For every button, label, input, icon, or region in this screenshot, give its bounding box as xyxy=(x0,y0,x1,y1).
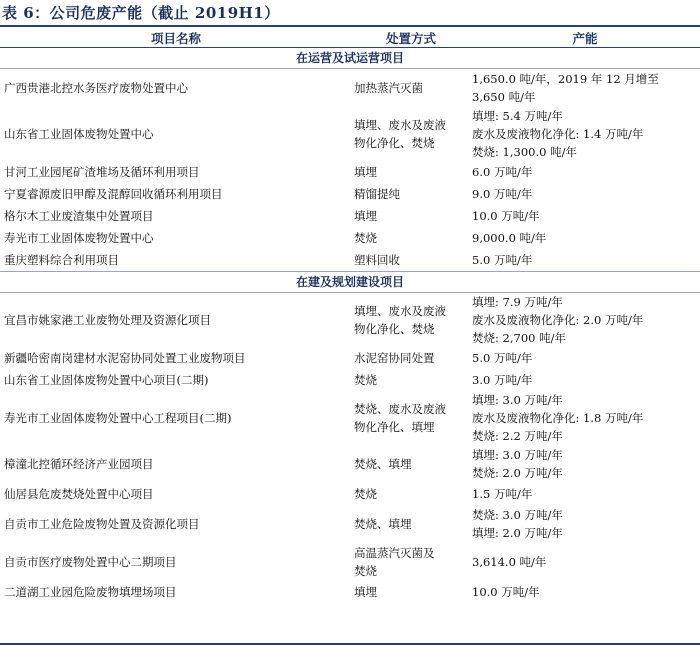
project-name-cell: 重庆塑料综合利用项目 xyxy=(4,253,119,267)
table-row xyxy=(0,505,700,543)
table-row xyxy=(0,161,700,183)
table-row xyxy=(0,205,700,227)
table-row xyxy=(0,183,700,205)
disposal-method-line: 高温蒸汽灭菌及 xyxy=(354,546,435,560)
project-name-cell: 宜昌市姚家港工业废物处理及资源化项目 xyxy=(4,313,211,327)
capacity-line: 3.0 万吨/年 xyxy=(472,373,533,387)
disposal-method-line: 物化净化、焚烧 xyxy=(354,322,435,336)
table-row xyxy=(0,69,700,108)
column-header-capacity: 产能 xyxy=(572,31,598,46)
capacity-line: 3,614.0 吨/年 xyxy=(472,555,547,569)
project-name-cell: 广西贵港北控水务医疗废物处置中心 xyxy=(4,81,188,95)
table-header-row xyxy=(0,29,700,48)
disposal-method-line: 水泥窑协同处置 xyxy=(354,351,435,365)
disposal-method-cell xyxy=(352,369,470,391)
column-header-name: 项目名称 xyxy=(150,31,201,46)
capacity-cell xyxy=(470,369,700,391)
disposal-method-cell xyxy=(352,445,470,483)
disposal-method-cell xyxy=(352,391,470,445)
project-name-cell: 山东省工业固体废物处置中心 xyxy=(4,127,154,141)
disposal-method-line: 填埋、废水及废液 xyxy=(354,304,446,318)
table-row xyxy=(0,445,700,483)
disposal-method-line: 填埋 xyxy=(354,165,377,179)
disposal-method-line: 焚烧 xyxy=(354,231,377,245)
section-header-row xyxy=(0,48,700,69)
disposal-method-cell xyxy=(352,69,470,108)
table-row xyxy=(0,483,700,505)
table-row xyxy=(0,369,700,391)
capacity-line: 1,650.0 吨/年，2019 年 12 月增至 xyxy=(472,72,659,86)
capacity-line: 9,000.0 吨/年 xyxy=(472,231,547,245)
disposal-method-line: 焚烧、废水及废液 xyxy=(354,402,446,416)
table-row xyxy=(0,391,700,445)
capacity-cell xyxy=(470,347,700,369)
disposal-method-cell xyxy=(352,543,470,581)
disposal-method-cell xyxy=(352,505,470,543)
capacity-cell xyxy=(470,581,700,603)
capacity-cell xyxy=(470,505,700,543)
capacity-cell xyxy=(470,183,700,205)
project-name-cell: 甘河工业园尾矿渣堆场及循环利用项目 xyxy=(4,165,200,179)
table-row xyxy=(0,543,700,581)
table-row xyxy=(0,293,700,348)
disposal-method-line: 精馏提纯 xyxy=(354,187,400,201)
section-label: 在运营及试运营项目 xyxy=(0,48,700,69)
table-row xyxy=(0,107,700,161)
capacity-cell xyxy=(470,293,700,348)
capacity-cell xyxy=(470,445,700,483)
capacity-line: 填埋: 2.0 万吨/年 xyxy=(472,526,563,540)
disposal-method-line: 焚烧 xyxy=(354,487,377,501)
header-bottom-rule xyxy=(0,47,700,48)
capacity-line: 填埋: 3.0 万吨/年 xyxy=(472,448,563,462)
table-bottom-rule xyxy=(0,643,700,645)
capacity-line: 3,650 吨/年 xyxy=(472,90,536,104)
project-name-cell: 仙居县危废焚烧处置中心项目 xyxy=(4,487,154,501)
capacity-line: 废水及废液物化净化: 1.4 万吨/年 xyxy=(472,127,644,141)
project-name-cell: 樟潼北控循环经济产业园项目 xyxy=(4,457,154,471)
header-top-rule xyxy=(0,25,700,27)
capacity-line: 10.0 万吨/年 xyxy=(472,585,540,599)
disposal-method-cell xyxy=(352,183,470,205)
disposal-method-line: 填埋 xyxy=(354,209,377,223)
disposal-method-line: 焚烧、填埋 xyxy=(354,517,412,531)
capacity-line: 10.0 万吨/年 xyxy=(472,209,540,223)
disposal-method-line: 加热蒸汽灭菌 xyxy=(354,81,423,95)
disposal-method-cell xyxy=(352,581,470,603)
capacity-line: 焚烧: 3.0 万吨/年 xyxy=(472,508,563,522)
capacity-cell xyxy=(470,483,700,505)
capacity-cell xyxy=(470,227,700,249)
disposal-method-cell xyxy=(352,227,470,249)
capacity-cell xyxy=(470,391,700,445)
project-name-cell: 寿光市工业固体废物处置中心工程项目(二期) xyxy=(4,411,232,425)
disposal-method-line: 物化净化、填埋 xyxy=(354,420,435,434)
capacity-line: 焚烧: 1,300.0 吨/年 xyxy=(472,145,577,159)
capacity-cell xyxy=(470,205,700,227)
capacity-line: 5.0 万吨/年 xyxy=(472,351,533,365)
table-row xyxy=(0,347,700,369)
capacity-line: 焚烧: 2,700 吨/年 xyxy=(472,331,566,345)
capacity-line: 填埋: 3.0 万吨/年 xyxy=(472,393,563,407)
project-name-cell: 自贡市医疗废物处置中心二期项目 xyxy=(4,555,177,569)
project-name-cell: 寿光市工业固体废物处置中心 xyxy=(4,231,154,245)
disposal-method-line: 塑料回收 xyxy=(354,253,400,267)
disposal-method-line: 焚烧、填埋 xyxy=(354,457,412,471)
capacity-cell xyxy=(470,543,700,581)
section-header-row xyxy=(0,272,700,293)
table-title: 表 6：公司危废产能（截止 2019H1） xyxy=(2,4,280,22)
capacity-line: 填埋: 5.4 万吨/年 xyxy=(472,109,563,123)
capacity-line: 废水及废液物化净化: 2.0 万吨/年 xyxy=(472,313,644,327)
disposal-method-line: 填埋、废水及废液 xyxy=(354,118,446,132)
disposal-method-cell xyxy=(352,347,470,369)
project-name-cell: 格尔木工业废渣集中处置项目 xyxy=(4,209,154,223)
capacity-line: 填埋: 7.9 万吨/年 xyxy=(472,295,563,309)
capacity-cell xyxy=(470,249,700,272)
capacity-line: 废水及废液物化净化: 1.8 万吨/年 xyxy=(472,411,644,425)
project-name-cell: 自贡市工业危险废物处置及资源化项目 xyxy=(4,517,200,531)
table-row xyxy=(0,581,700,603)
capacity-line: 焚烧: 2.2 万吨/年 xyxy=(472,429,563,443)
disposal-method-cell xyxy=(352,483,470,505)
capacity-cell xyxy=(470,161,700,183)
capacity-table xyxy=(0,29,700,603)
capacity-cell xyxy=(470,107,700,161)
project-name-cell: 新疆哈密南岗建材水泥窑协同处置工业废物项目 xyxy=(4,351,246,365)
project-name-cell: 宁夏睿源废旧甲醇及混醇回收循环利用项目 xyxy=(4,187,223,201)
disposal-method-line: 焚烧 xyxy=(354,373,377,387)
capacity-line: 5.0 万吨/年 xyxy=(472,253,533,267)
capacity-cell xyxy=(470,69,700,108)
table-row xyxy=(0,249,700,272)
project-name-cell: 山东省工业固体废物处置中心项目(二期) xyxy=(4,373,209,387)
capacity-line: 9.0 万吨/年 xyxy=(472,187,533,201)
disposal-method-cell xyxy=(352,293,470,348)
disposal-method-cell xyxy=(352,249,470,272)
capacity-line: 焚烧: 2.0 万吨/年 xyxy=(472,466,563,480)
project-name-cell: 二道湖工业园危险废物填埋场项目 xyxy=(4,585,177,599)
table-body xyxy=(0,48,700,604)
capacity-line: 1.5 万吨/年 xyxy=(472,487,533,501)
table-row xyxy=(0,227,700,249)
capacity-line: 6.0 万吨/年 xyxy=(472,165,533,179)
section-label: 在建及规划建设项目 xyxy=(0,272,700,293)
disposal-method-cell xyxy=(352,205,470,227)
disposal-method-line: 填埋 xyxy=(354,585,377,599)
column-header-method: 处置方式 xyxy=(385,31,436,46)
disposal-method-line: 焚烧 xyxy=(354,564,377,578)
disposal-method-line: 物化净化、焚烧 xyxy=(354,136,435,150)
disposal-method-cell xyxy=(352,161,470,183)
disposal-method-cell xyxy=(352,107,470,161)
